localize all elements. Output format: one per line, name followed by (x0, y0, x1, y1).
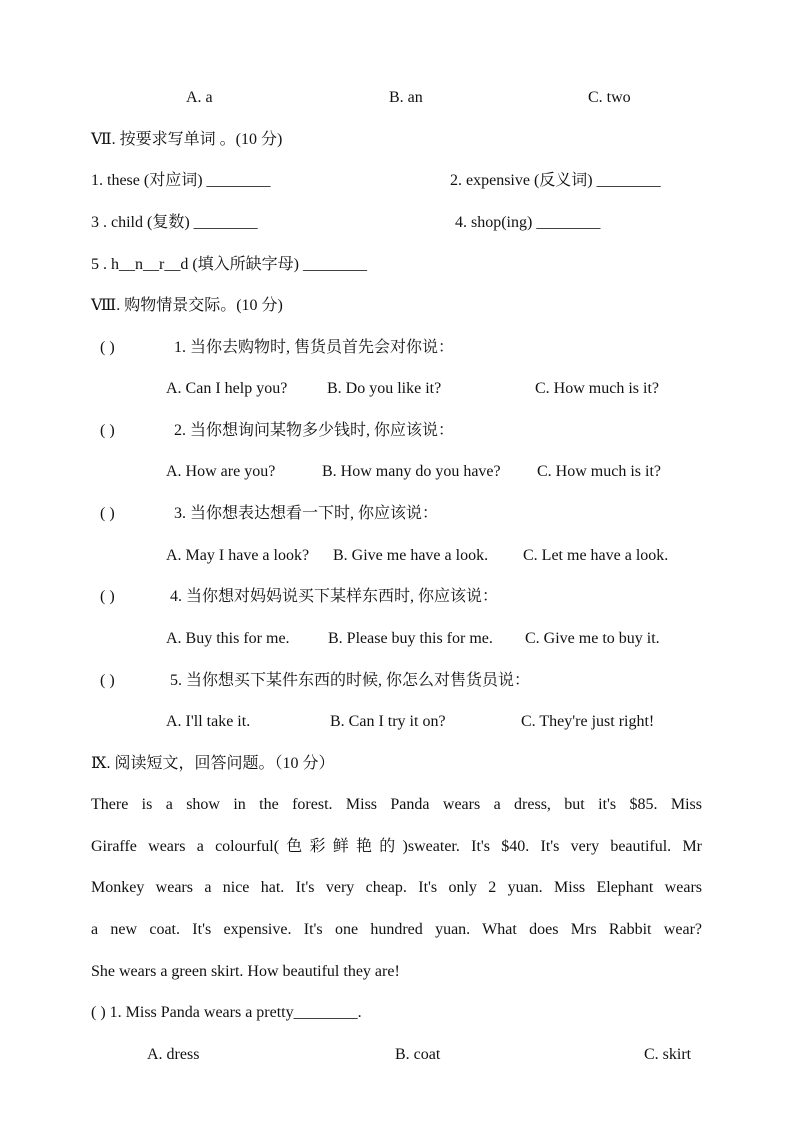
sec8-q1-option-a: A. Can I help you? (166, 380, 288, 397)
sec8-q2-option-b: B. How many do you have? (322, 463, 501, 480)
answer-paren: ( ) (100, 588, 115, 605)
sec8-q4-option-a: A. Buy this for me. (166, 630, 290, 647)
sec9-q1-option-a: A. dress (147, 1046, 200, 1063)
answer-paren: ( ) (100, 422, 115, 439)
passage-line: There is a show in the forest. Miss Panda wears a dress, but it's $85. Miss (91, 796, 702, 813)
sec8-q5-option-b: B. Can I try it on? (330, 713, 446, 730)
option-a: A. a (186, 89, 213, 106)
option-b: B. an (389, 89, 423, 106)
sec8-q4-option-b: B. Please buy this for me. (328, 630, 493, 647)
sec8-q3-option-c: C. Let me have a look. (523, 547, 669, 564)
sec8-q1-option-b: B. Do you like it? (327, 380, 442, 397)
sec7-question-3: 3 . child (复数) ________ (91, 214, 258, 231)
section-7-heading: Ⅶ. 按要求写单词 。(10 分) (91, 131, 283, 148)
sec8-q5-option-a: A. I'll take it. (166, 713, 251, 730)
section-8-heading: Ⅷ. 购物情景交际。(10 分) (91, 297, 283, 314)
sec7-question-1: 1. these (对应词) ________ (91, 172, 271, 189)
answer-paren: ( ) (100, 672, 115, 689)
sec8-q2-option-c: C. How much is it? (537, 463, 661, 480)
sec8-q3-option-b: B. Give me have a look. (333, 547, 489, 564)
sec9-q1-option-c: C. skirt (644, 1046, 692, 1063)
sec8-question-4: 4. 当你想对妈妈说买下某样东西时, 你应该说： (170, 588, 499, 605)
sec8-question-2: 2. 当你想询问某物多少钱时, 你应该说： (174, 422, 455, 439)
option-c: C. two (588, 89, 631, 106)
answer-paren: ( ) (100, 505, 115, 522)
sec9-q1-option-b: B. coat (395, 1046, 441, 1063)
sec8-q5-option-c: C. They're just right! (521, 713, 655, 730)
sec8-q4-option-c: C. Give me to buy it. (525, 630, 660, 647)
sec8-question-5: 5. 当你想买下某件东西的时候, 你怎么对售货员说： (170, 672, 531, 689)
sec8-question-3: 3. 当你想表达想看一下时, 你应该说： (174, 505, 439, 522)
section-9-heading: Ⅸ. 阅读短文，回答问题。（10 分） (91, 755, 335, 772)
passage-line: She wears a green skirt. How beautiful they are! (91, 963, 400, 980)
sec9-question-1: ( ) 1. Miss Panda wears a pretty________. (91, 1004, 362, 1021)
sec7-question-2: 2. expensive (反义词) ________ (450, 172, 661, 189)
sec7-question-5: 5 . h__n__r__d (填入所缺字母) ________ (91, 256, 367, 273)
sec7-question-4: 4. shop(ing) ________ (455, 214, 601, 231)
sec8-q2-option-a: A. How are you? (166, 463, 276, 480)
passage-line: Giraffe wears a colourful(色彩鲜艳的)sweater. It's $40. It's very beautiful. Mr (91, 838, 702, 855)
passage-line: a new coat. It's expensive. It's one hundred yuan. What does Mrs Rabbit wear? (91, 921, 702, 938)
sec8-question-1: 1. 当你去购物时, 售货员首先会对你说： (174, 339, 455, 356)
sec8-q1-option-c: C. How much is it? (535, 380, 659, 397)
answer-paren: ( ) (100, 339, 115, 356)
sec8-q3-option-a: A. May I have a look? (166, 547, 310, 564)
passage-line: Monkey wears a nice hat. It's very cheap. It's only 2 yuan. Miss Elephant wears (91, 879, 702, 896)
